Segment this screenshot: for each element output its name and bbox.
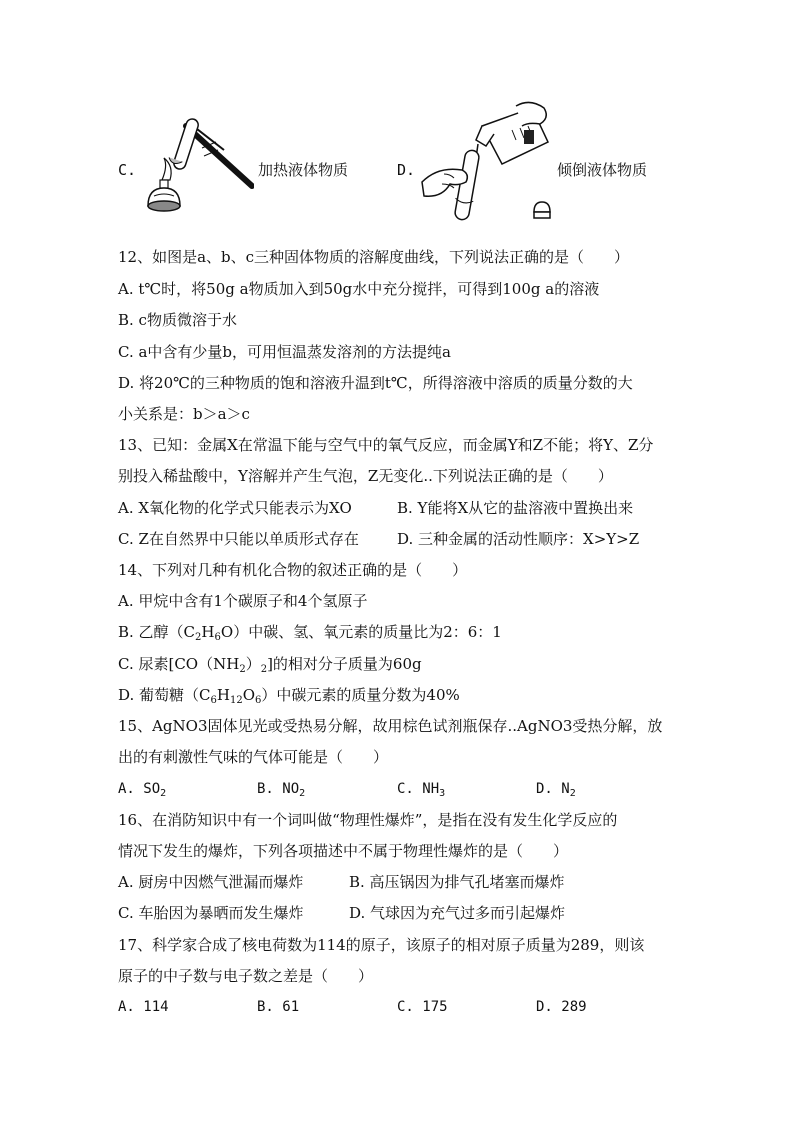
q16-option-b: B. 高压锅因为排气孔堵塞而爆炸 [349, 873, 565, 891]
q13-stem-line1: 13、已知：金属X在常温下能与空气中的氧气反应，而金属Y和Z不能；将Y、Z分 [118, 436, 654, 454]
heating-liquid-figure [144, 110, 254, 222]
option-d-letter: D. [397, 161, 416, 179]
q16-stem-line1: 16、在消防知识中有一个词叫做“物理性爆炸”，是指在没有发生化学反应的 [118, 811, 618, 829]
q16-option-c: C. 车胎因为暴晒而发生爆炸 [118, 904, 304, 922]
option-d-caption: 倾倒液体物质 [557, 161, 648, 179]
q13-option-b: B. Y能将X从它的盐溶液中置换出来 [397, 499, 634, 517]
q15-option-d: D. $N_2$ [536, 781, 576, 799]
q17-stem-line1: 17、科学家合成了核电荷数为114的原子，该原子的相对原子质量为289，则该 [118, 936, 645, 954]
q14-option-a: A. 甲烷中含有1个碳原子和4个氢原子 [118, 592, 368, 610]
q17-option-d: D. 289 [536, 999, 587, 1015]
q14-option-c: C. 尿素$[CO(NH_2)_2]$的相对分子质量为60g [118, 655, 422, 675]
q16-option-d: D. 气球因为充气过多而引起爆炸 [349, 904, 566, 922]
q15-stem-line2: 出的有刺激性气味的气体可能是（ ） [118, 748, 389, 766]
q13-stem-line2: 别投入稀盐酸中，Y溶解并产生气泡，Z无变化..下列说法正确的是（ ） [118, 467, 613, 485]
q13-option-d: D. 三种金属的活动性顺序：X>Y>Z [397, 530, 640, 548]
q12-option-d-line2: 小关系是：b＞a＞c [118, 405, 250, 423]
q15-stem-line1: 15、AgNO3固体见光或受热易分解，故用棕色试剂瓶保存..AgNO3受热分解，放 [118, 717, 663, 735]
q12-stem: 12、如图是a、b、c三种固体物质的溶解度曲线，下列说法正确的是（ ） [118, 248, 630, 266]
q17-option-b: B. 61 [257, 999, 300, 1015]
q15-option-c: C. $NH_3$ [397, 781, 446, 799]
q12-option-d-line1: D. 将20℃的三种物质的饱和溶液升温到t℃，所得溶液中溶质的质量分数的大 [118, 374, 633, 392]
q14-option-d: D. 葡萄糖$(C_6H_{12}O_6)$中碳元素的质量分数为40% [118, 686, 460, 706]
q13-option-a: A. X氧化物的化学式只能表示为XO [118, 499, 352, 517]
option-c-letter: C. [118, 161, 137, 179]
q12-option-b: B. c物质微溶于水 [118, 311, 237, 329]
pouring-liquid-figure [420, 100, 560, 228]
q17-stem-line2: 原子的中子数与电子数之差是（ ） [118, 967, 374, 985]
q15-option-a: A. $SO_2$ [118, 781, 167, 799]
q15-option-b: B. $NO_2$ [257, 781, 306, 799]
q17-option-a: A. 114 [118, 999, 169, 1015]
q12-option-a: A. t℃时，将50g a物质加入到50g水中充分搅拌，可得到100g a的溶液 [118, 280, 600, 298]
q16-option-a: A. 厨房中因燃气泄漏而爆炸 [118, 873, 304, 891]
q14-stem: 14、下列对几种有机化合物的叙述正确的是（ ） [118, 561, 468, 579]
q13-option-c: C. Z在自然界中只能以单质形式存在 [118, 530, 359, 548]
q17-option-c: C. 175 [397, 999, 448, 1015]
q16-stem-line2: 情况下发生的爆炸，下列各项描述中不属于物理性爆炸的是（ ） [118, 842, 569, 860]
option-c-caption: 加热液体物质 [258, 161, 349, 179]
q14-option-b: B. 乙醇$(C_2H_6O)$中碳、氢、氧元素的质量比为2：6：1 [118, 623, 502, 643]
q12-option-c: C. a中含有少量b，可用恒温蒸发溶剂的方法提纯a [118, 343, 451, 361]
